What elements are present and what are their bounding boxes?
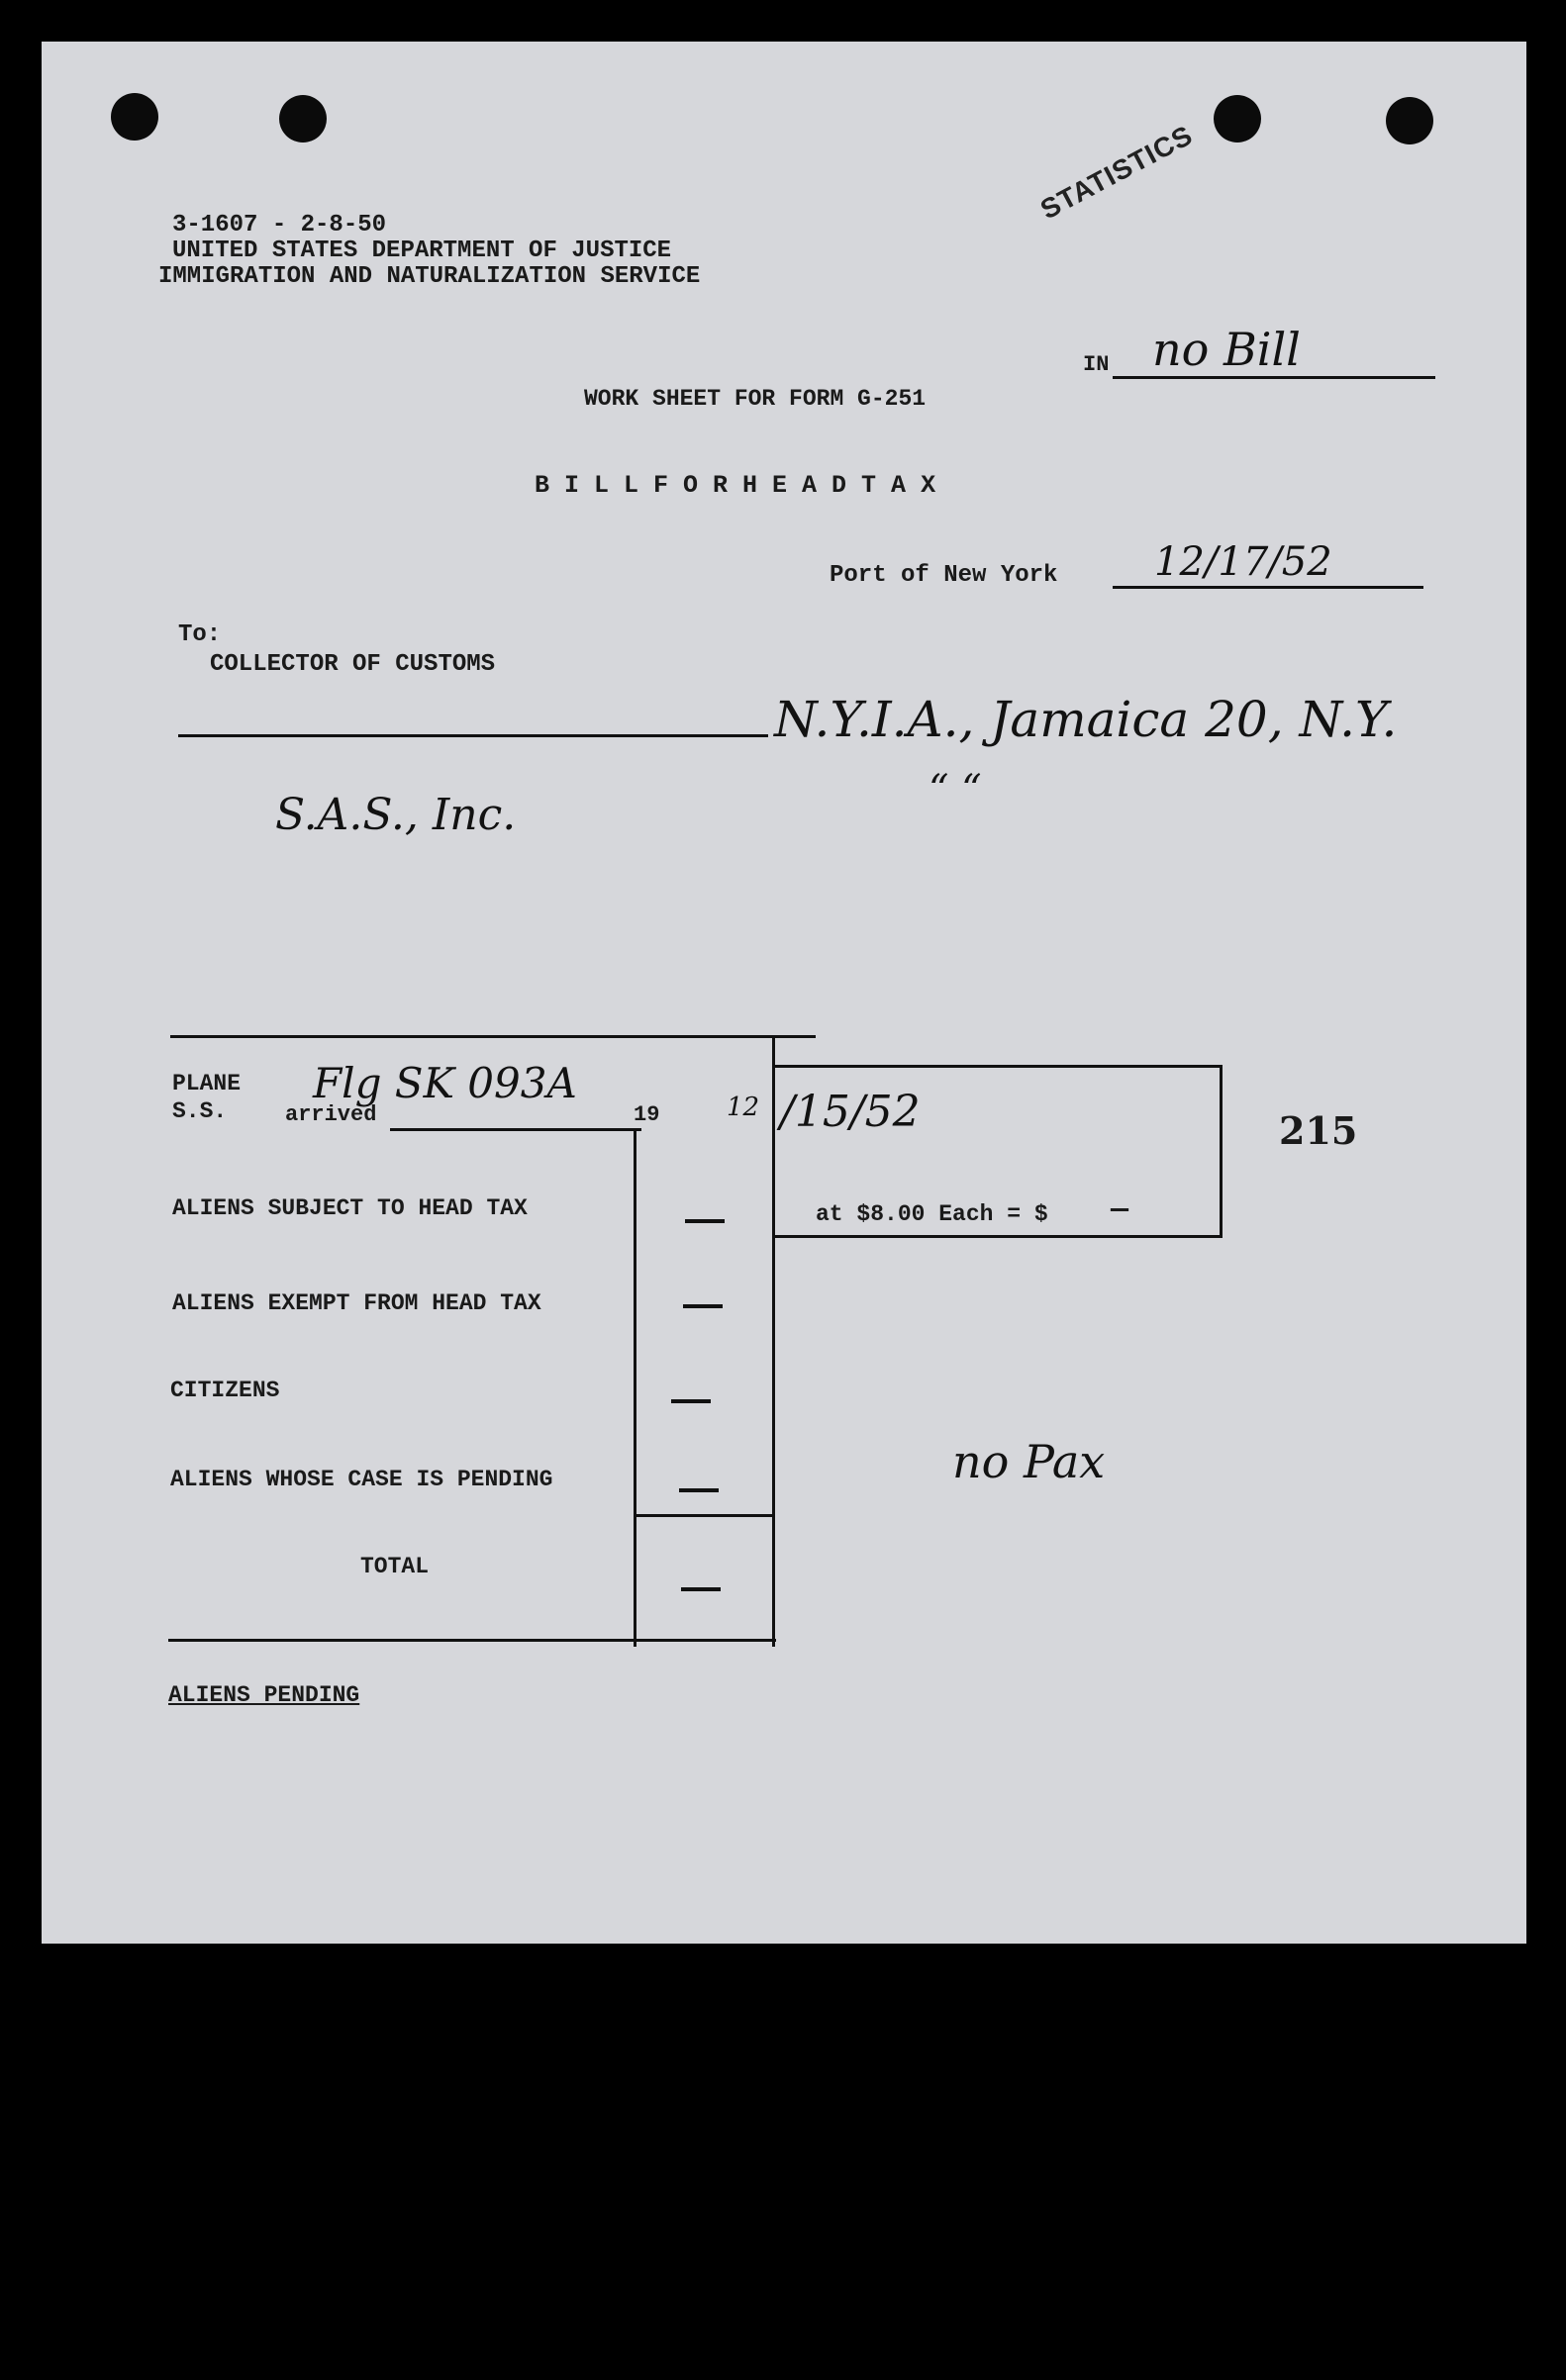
punch-hole-1 xyxy=(111,93,158,141)
service-name: IMMIGRATION AND NATURALIZATION SERVICE xyxy=(158,263,701,290)
rate-text: at $8.00 Each = $ xyxy=(816,1201,1048,1227)
row-label-pending: ALIENS WHOSE CASE IS PENDING xyxy=(170,1467,553,1492)
aliens-pending-label: ALIENS PENDING xyxy=(168,1682,360,1708)
bill-title: B I L L F O R H E A D T A X xyxy=(535,471,936,500)
form-code: 3-1607 - 2-8-50 xyxy=(172,212,387,238)
arrived-label: arrived xyxy=(285,1102,377,1127)
total-value xyxy=(681,1587,721,1591)
arrival-date: /15/52 xyxy=(780,1087,921,1137)
statistics-stamp: STATISTICS xyxy=(1035,119,1198,226)
address-line xyxy=(178,734,768,737)
row-label-citizens: CITIZENS xyxy=(170,1378,280,1403)
to-label: To: xyxy=(178,621,222,648)
row-label-exempt: ALIENS EXEMPT FROM HEAD TAX xyxy=(172,1290,541,1316)
punch-hole-2 xyxy=(279,95,327,143)
rate-box-right xyxy=(1220,1065,1223,1237)
port-label: Port of New York xyxy=(830,562,1058,589)
rate-box-top xyxy=(772,1065,1222,1068)
document-page xyxy=(42,42,1526,1944)
table-top-line xyxy=(170,1035,816,1038)
total-separator xyxy=(634,1514,774,1517)
flight-value: Flg SK 093A xyxy=(313,1059,577,1107)
year-prefix: 19 xyxy=(634,1102,660,1127)
in-value: no Bill xyxy=(1152,323,1301,376)
no-pax-note: no Pax xyxy=(952,1435,1106,1488)
table-bottom-line xyxy=(168,1639,776,1642)
row-value-exempt xyxy=(683,1304,723,1308)
arrived-underline xyxy=(390,1128,641,1131)
worksheet-title: WORK SHEET FOR FORM G-251 xyxy=(584,386,927,412)
row-value-subject xyxy=(685,1219,725,1223)
row-label-subject: ALIENS SUBJECT TO HEAD TAX xyxy=(172,1195,528,1221)
rate-value: — xyxy=(1111,1193,1129,1227)
plane-label: PLANE xyxy=(172,1071,242,1096)
port-date-underline xyxy=(1113,586,1423,589)
ss-label: S.S. xyxy=(172,1098,228,1124)
in-label: IN xyxy=(1083,352,1110,377)
ditto-marks: “ “ xyxy=(929,767,982,812)
total-label: TOTAL xyxy=(360,1554,430,1579)
company-value: S.A.S., Inc. xyxy=(275,790,517,840)
department-name: UNITED STATES DEPARTMENT OF JUSTICE xyxy=(172,238,672,264)
table-right-divider xyxy=(772,1035,775,1647)
punch-hole-4 xyxy=(1386,97,1433,144)
port-date: 12/17/52 xyxy=(1154,539,1332,585)
in-underline xyxy=(1113,376,1435,379)
page-number: 215 xyxy=(1279,1108,1358,1153)
row-value-citizens xyxy=(671,1399,711,1403)
collector-name: COLLECTOR OF CUSTOMS xyxy=(210,651,496,678)
location-value: N.Y.I.A., Jamaica 20, N.Y. xyxy=(774,691,1398,748)
row-value-pending xyxy=(679,1488,719,1492)
rate-box-bottom xyxy=(772,1235,1223,1238)
punch-hole-3 xyxy=(1214,95,1261,143)
arrival-month: 12 xyxy=(727,1093,760,1122)
value-column-left xyxy=(634,1128,636,1647)
